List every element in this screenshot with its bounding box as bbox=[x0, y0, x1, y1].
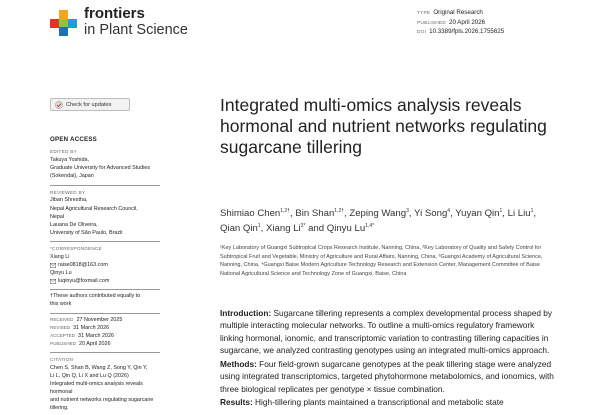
author-name: Yi Song bbox=[414, 208, 448, 219]
author[interactable] bbox=[414, 208, 450, 219]
editor-line: Takuya Yoshida, bbox=[50, 157, 89, 164]
correspondence-label: *CORRESPONDENCE bbox=[50, 245, 102, 251]
journal-name[interactable] bbox=[84, 6, 188, 38]
corresponding-author: Qinyu Lu bbox=[50, 270, 72, 277]
equal-contribution-note: †These authors contributed equally to bbox=[50, 293, 141, 300]
reviewer-line: University of São Paulo, Brazil bbox=[50, 229, 123, 236]
author-name: Yuyan Qin bbox=[455, 208, 500, 219]
history-dates bbox=[50, 316, 160, 348]
author[interactable] bbox=[327, 223, 374, 234]
email-link[interactable]: luqinyu@foxmail.com bbox=[58, 278, 110, 285]
abstract-text: High-tillering plants maintained a transcriptional and metabolic state bbox=[252, 397, 504, 408]
frontiers-logo-icon bbox=[50, 10, 78, 36]
edited-by-label: EDITED BY bbox=[50, 149, 77, 155]
published-label: PUBLISHED bbox=[50, 340, 77, 346]
divider bbox=[50, 185, 160, 186]
author-affiliation-marker: 1 bbox=[257, 223, 261, 230]
article-meta bbox=[417, 8, 504, 37]
author[interactable] bbox=[507, 207, 537, 219]
author[interactable] bbox=[220, 208, 290, 219]
abstract-text: Four field-grown sugarcane genotypes at the peak tillering stage were analyzed using integrated transcriptomics, targeted phytohormone metabolomics, and ionomics, with three biological replicates per genotype × tissue combination. bbox=[220, 358, 554, 394]
author-name: Qian Qin bbox=[220, 223, 258, 235]
citation-line: Chen S, Shan B, Wang Z, Song Y, Qin Y, bbox=[50, 364, 148, 371]
author[interactable] bbox=[349, 208, 409, 219]
author-affiliation-marker: 4 bbox=[447, 207, 451, 214]
divider bbox=[50, 352, 160, 353]
author-name: Zeping Wang bbox=[349, 208, 407, 219]
journal-title: in Plant Science bbox=[84, 21, 188, 38]
abstract-section-label: Methods: bbox=[220, 358, 257, 369]
article-title: Integrated multi-omics analysis reveals hormonal and nutrient networks regulating sugarcane tillering bbox=[220, 95, 547, 157]
author-separator: , bbox=[408, 208, 415, 219]
journal-brand: frontiers bbox=[84, 5, 145, 22]
abstract-section-label: Introduction: bbox=[220, 308, 272, 318]
article-type: Original Research bbox=[433, 9, 483, 16]
reviewed-by-label: REVIEWED BY bbox=[50, 189, 86, 195]
author-separator: and bbox=[305, 223, 327, 235]
abstract-text: Sugarcane tillering represents a complex developmental process shaped by multiple interacting molecular networks. To outline a multi-omics regulatory framework linking hormonal, ionomic, and transcriptomic variation to contrasting tillering capacities in sugarcane, we analyzed contrasting genotypes using an integrated multi-omics approach. bbox=[220, 308, 553, 356]
check-updates-icon bbox=[55, 101, 63, 109]
author-separator: , bbox=[290, 208, 296, 219]
accepted-label: ACCEPTED bbox=[50, 332, 76, 338]
divider bbox=[50, 313, 160, 314]
envelope-icon bbox=[50, 279, 56, 284]
email-row[interactable] bbox=[50, 261, 160, 269]
abstract-results bbox=[220, 396, 560, 408]
author-name: Xiang Li bbox=[266, 223, 301, 235]
envelope-icon bbox=[50, 263, 56, 268]
author[interactable] bbox=[295, 208, 344, 219]
check-for-updates-label: Check for updates bbox=[66, 101, 112, 108]
author-name: Bin Shan bbox=[295, 208, 335, 219]
author[interactable] bbox=[455, 208, 502, 219]
affiliations: ¹Key Laboratory of Guangxi Subtropical Crops Research Institute, Nanning, China, ²Key Laboratory of Quality and Safety Control for Subtropical Fruit and Vegetable, Ministry of Agriculture and Rural Affairs, Nanning, China, ³Guangxi Academy of Agricultural Science, Nanning, China, ⁴Guangxi Baise Modern Agriculture Technology Research and Extension Center, Management Committee of Baise National Agricultural Science and Technology Zone of Guangxi, Baise, China bbox=[220, 245, 543, 277]
doi-label: DOI bbox=[417, 30, 427, 36]
abstract-methods bbox=[220, 358, 560, 395]
published-date: 20 April 2026 bbox=[79, 340, 111, 347]
open-access-label: OPEN ACCESS bbox=[50, 136, 98, 143]
author-affiliation-marker: 1,2† bbox=[280, 207, 290, 214]
received-label: RECEIVED bbox=[50, 316, 74, 322]
author-list bbox=[220, 206, 550, 237]
revised-date: 31 March 2026 bbox=[73, 324, 110, 331]
author-affiliation-marker: 3* bbox=[300, 223, 306, 230]
author-affiliation-marker: 1,2† bbox=[334, 207, 345, 214]
author-affiliation-marker: 1,4* bbox=[365, 223, 375, 230]
check-for-updates-button[interactable] bbox=[50, 98, 130, 111]
author-name: Shimiao Chen bbox=[220, 208, 281, 219]
author-name: Qinyu Lu bbox=[326, 223, 366, 235]
equal-contribution-note: this work bbox=[50, 301, 72, 308]
type-label: TYPE bbox=[417, 11, 431, 16]
email-row[interactable] bbox=[50, 277, 160, 285]
citation-label: CITATION bbox=[50, 356, 74, 362]
author-separator: , bbox=[533, 208, 537, 219]
divider bbox=[50, 241, 160, 242]
reviewer-line: Jiban Shrestha, bbox=[50, 197, 88, 204]
author-affiliation-marker: 3 bbox=[406, 207, 409, 214]
author-separator: , bbox=[502, 208, 508, 219]
editor-line: Graduate University for Advanced Studies bbox=[50, 165, 151, 172]
published-date: 20 April 2026 bbox=[449, 18, 486, 26]
reviewer-line: Lauana De Oliveira, bbox=[50, 221, 98, 228]
abstract-introduction bbox=[220, 307, 560, 357]
author[interactable] bbox=[266, 223, 305, 234]
author-separator: , bbox=[450, 208, 456, 219]
accepted-date: 31 March 2026 bbox=[78, 332, 114, 339]
published-label: PUBLISHED bbox=[417, 20, 446, 26]
revised-label: REVISED bbox=[50, 324, 71, 330]
article-sidebar bbox=[50, 135, 160, 412]
citation-line: Li L, Qin Q, Li X and Lu Q (2026) bbox=[50, 372, 129, 379]
corresponding-author: Xiang Li bbox=[50, 253, 70, 260]
email-link[interactable]: raise0818@163.com bbox=[58, 261, 108, 268]
received-date: 27 November 2025 bbox=[76, 316, 123, 323]
reviewer-line: Nepal bbox=[50, 213, 65, 220]
journal-header bbox=[0, 0, 600, 50]
reviewer-line: Nepal Agricultural Research Council, bbox=[50, 205, 138, 212]
author-separator: , bbox=[260, 223, 266, 235]
author-separator: , bbox=[344, 208, 350, 219]
author-affiliation-marker: 1 bbox=[499, 207, 503, 214]
author[interactable] bbox=[220, 223, 261, 234]
divider bbox=[50, 289, 160, 290]
abstract-section-label: Results: bbox=[220, 397, 253, 408]
citation-line: Integrated multi-omics analysis reveals hormonal bbox=[50, 381, 143, 396]
citation-line: and nutrient networks regulating sugarcane tillering. bbox=[50, 397, 154, 412]
doi-link[interactable]: 10.3389/fpls.2026.1755625 bbox=[429, 28, 505, 36]
author-name: Li Liu bbox=[507, 208, 531, 219]
abstract bbox=[220, 307, 560, 410]
editor-line: (Sokendai), Japan bbox=[50, 173, 94, 180]
author-affiliation-marker: 1 bbox=[530, 207, 534, 214]
